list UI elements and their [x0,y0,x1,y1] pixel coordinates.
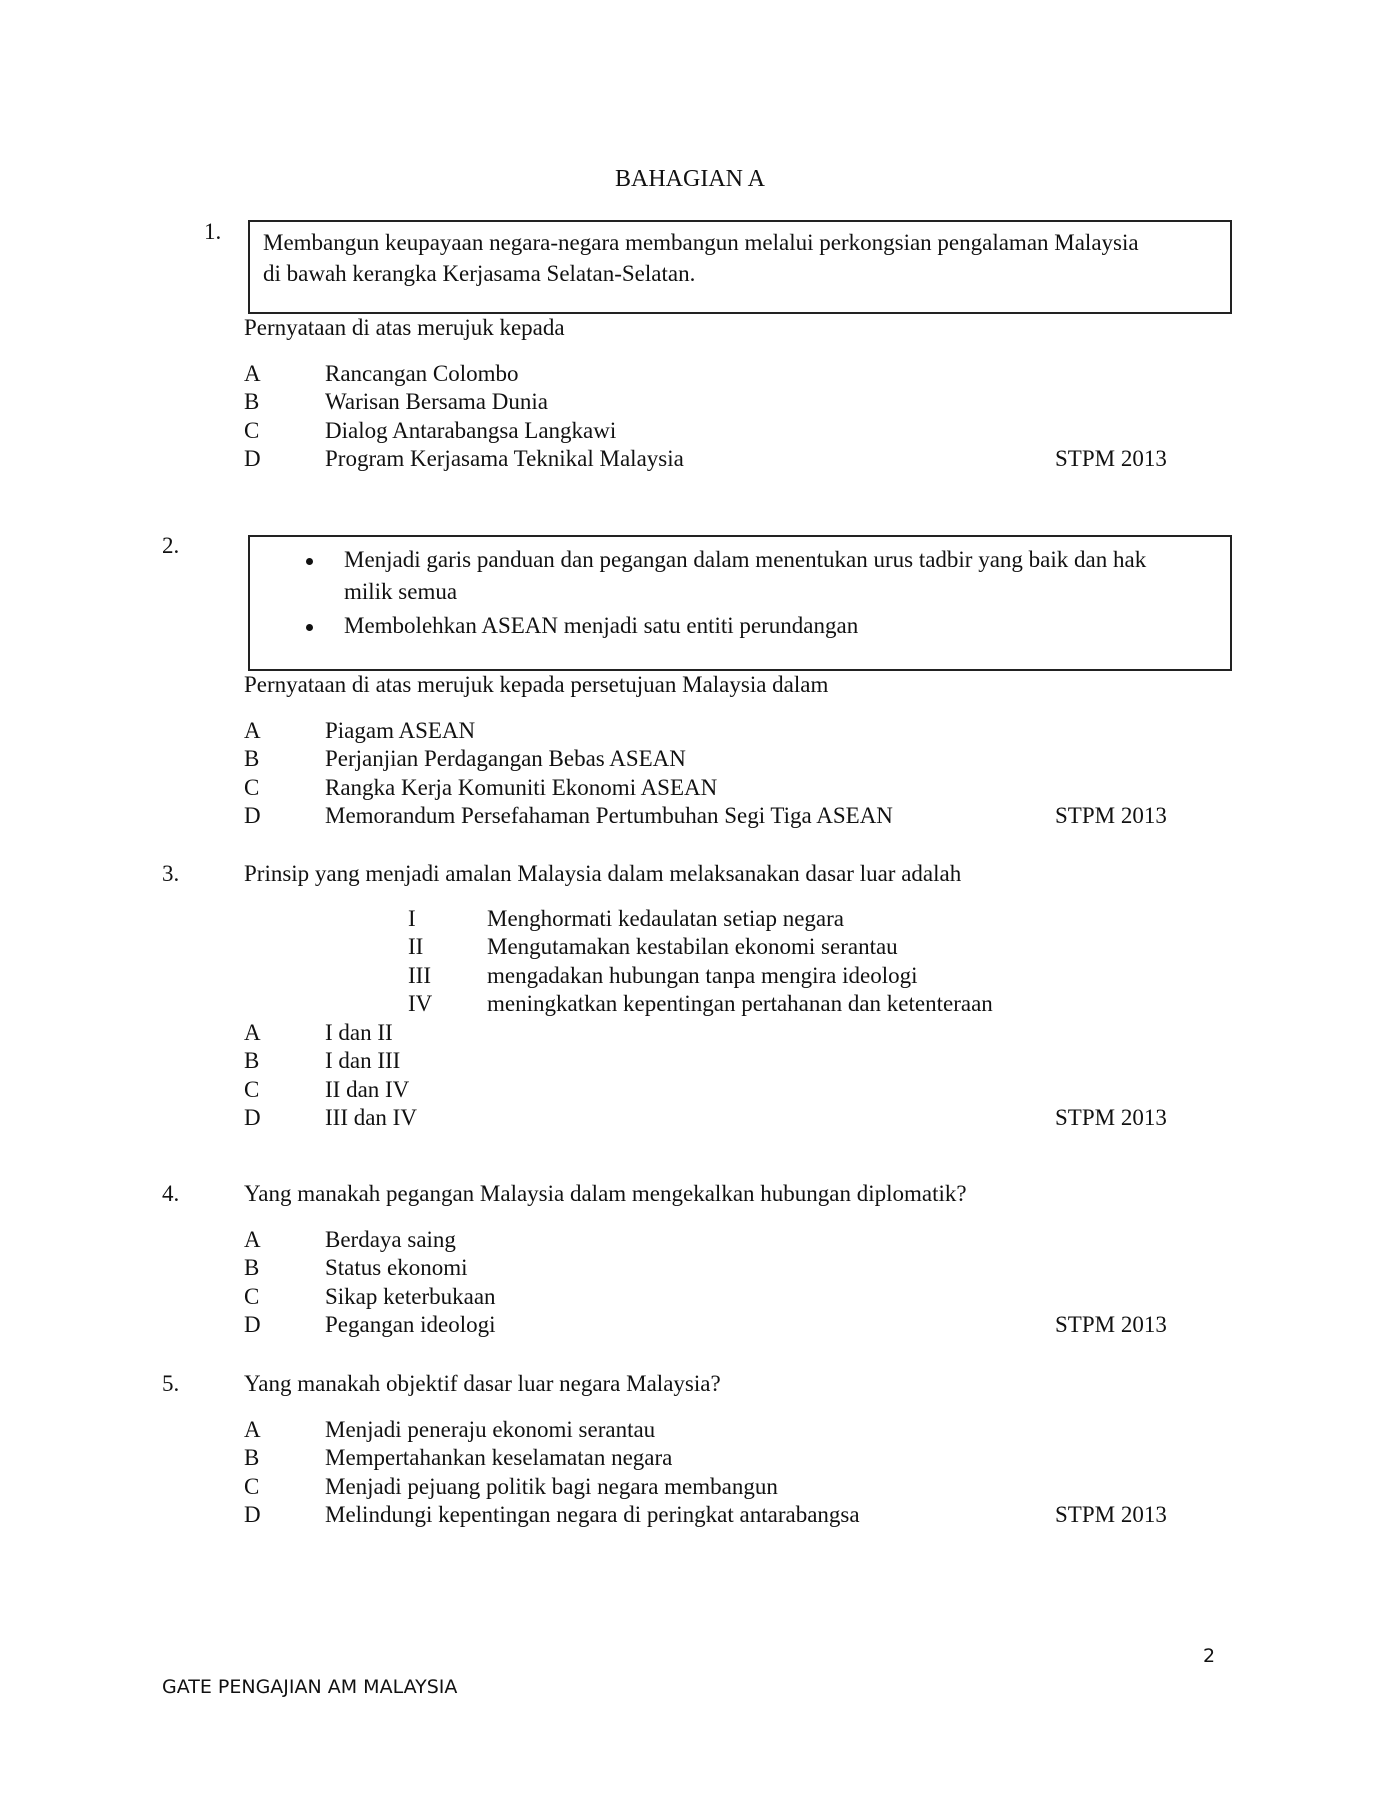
question-stem: Yang manakah objektif dasar luar negara Malaysia? [244,1371,721,1396]
option-text[interactable]: Menjadi peneraju ekonomi serantau [325,1417,656,1442]
source-label: STPM 2013 [1055,803,1167,828]
question-stem: Prinsip yang menjadi amalan Malaysia dalam melaksanakan dasar luar adalah [244,861,962,886]
footer-text: GATE PENGAJIAN AM MALAYSIA [162,1676,458,1698]
option-text[interactable]: Menjadi pejuang politik bagi negara membangun [325,1474,778,1499]
stimulus-bullet: Menjadi garis panduan dan pegangan dalam menentukan urus tadbir yang baik dan hak [344,547,1147,572]
source-label: STPM 2013 [1055,446,1167,471]
page-title: BAHAGIAN A [615,166,765,192]
bullet-icon [306,558,313,565]
option-text[interactable]: Rancangan Colombo [325,361,519,386]
question-stem: Pernyataan di atas merujuk kepada [244,315,565,340]
statement-text: Mengutamakan kestabilan ekonomi serantau [487,934,898,959]
option-text[interactable]: Melindungi kepentingan negara di peringkat antarabangsa [325,1502,860,1527]
question-number: 3. [162,861,180,886]
option-text[interactable]: Sikap keterbukaan [325,1284,496,1309]
source-label: STPM 2013 [1055,1502,1167,1527]
option-letter: B [244,389,260,414]
option-letter: C [244,1077,260,1102]
option-letter: A [244,1417,261,1442]
option-text[interactable]: III dan IV [325,1105,417,1130]
option-letter: D [244,1312,261,1337]
option-letter: B [244,746,260,771]
option-text[interactable]: Pegangan ideologi [325,1312,496,1337]
option-text[interactable]: Rangka Kerja Komuniti Ekonomi ASEAN [325,775,718,800]
bullet-icon [306,624,313,631]
option-text[interactable]: Program Kerjasama Teknikal Malaysia [325,446,684,471]
question-stem: Pernyataan di atas merujuk kepada persetujuan Malaysia dalam [244,672,829,697]
option-text[interactable]: Mempertahankan keselamatan negara [325,1445,673,1470]
stimulus-bullet: Membolehkan ASEAN menjadi satu entiti perundangan [344,613,859,638]
source-label: STPM 2013 [1055,1312,1167,1337]
option-text[interactable]: Perjanjian Perdagangan Bebas ASEAN [325,746,686,771]
statement-text: meningkatkan kepentingan pertahanan dan ketenteraan [487,991,993,1016]
option-text[interactable]: I dan II [325,1020,393,1045]
stimulus-bullet-cont: milik semua [344,579,458,604]
stimulus-line: di bawah kerangka Kerjasama Selatan-Selatan. [263,261,696,286]
question-number: 1. [204,219,222,244]
question-number: 5. [162,1371,180,1396]
option-letter: D [244,446,261,471]
option-text[interactable]: Status ekonomi [325,1255,468,1280]
option-letter: A [244,718,261,743]
statement-text: mengadakan hubungan tanpa mengira ideologi [487,963,918,988]
option-letter: C [244,1474,260,1499]
statement-text: Menghormati kedaulatan setiap negara [487,906,844,931]
option-letter: B [244,1445,260,1470]
option-letter: C [244,1284,260,1309]
option-letter: A [244,1227,261,1252]
option-text[interactable]: Dialog Antarabangsa Langkawi [325,418,617,443]
question-number: 2. [162,533,180,558]
option-letter: D [244,803,261,828]
page-number: 2 [1203,1645,1216,1667]
statement-numeral: III [408,963,431,988]
option-text[interactable]: Memorandum Persefahaman Pertumbuhan Segi Tiga ASEAN [325,803,893,828]
statement-numeral: IV [408,991,433,1016]
option-letter: C [244,775,260,800]
statement-numeral: I [408,906,416,931]
option-letter: D [244,1105,261,1130]
option-text[interactable]: Berdaya saing [325,1227,456,1252]
option-letter: B [244,1255,260,1280]
option-letter: B [244,1048,260,1073]
option-text[interactable]: Piagam ASEAN [325,718,476,743]
option-text[interactable]: II dan IV [325,1077,410,1102]
option-text[interactable]: Warisan Bersama Dunia [325,389,548,414]
option-letter: A [244,361,261,386]
option-letter: D [244,1502,261,1527]
source-label: STPM 2013 [1055,1105,1167,1130]
question-stem: Yang manakah pegangan Malaysia dalam mengekalkan hubungan diplomatik? [244,1181,967,1206]
option-text[interactable]: I dan III [325,1048,401,1073]
option-letter: A [244,1020,261,1045]
statement-numeral: II [408,934,424,959]
option-letter: C [244,418,260,443]
stimulus-line: Membangun keupayaan negara-negara membangun melalui perkongsian pengalaman Malaysia [263,230,1139,255]
question-number: 4. [162,1181,180,1206]
